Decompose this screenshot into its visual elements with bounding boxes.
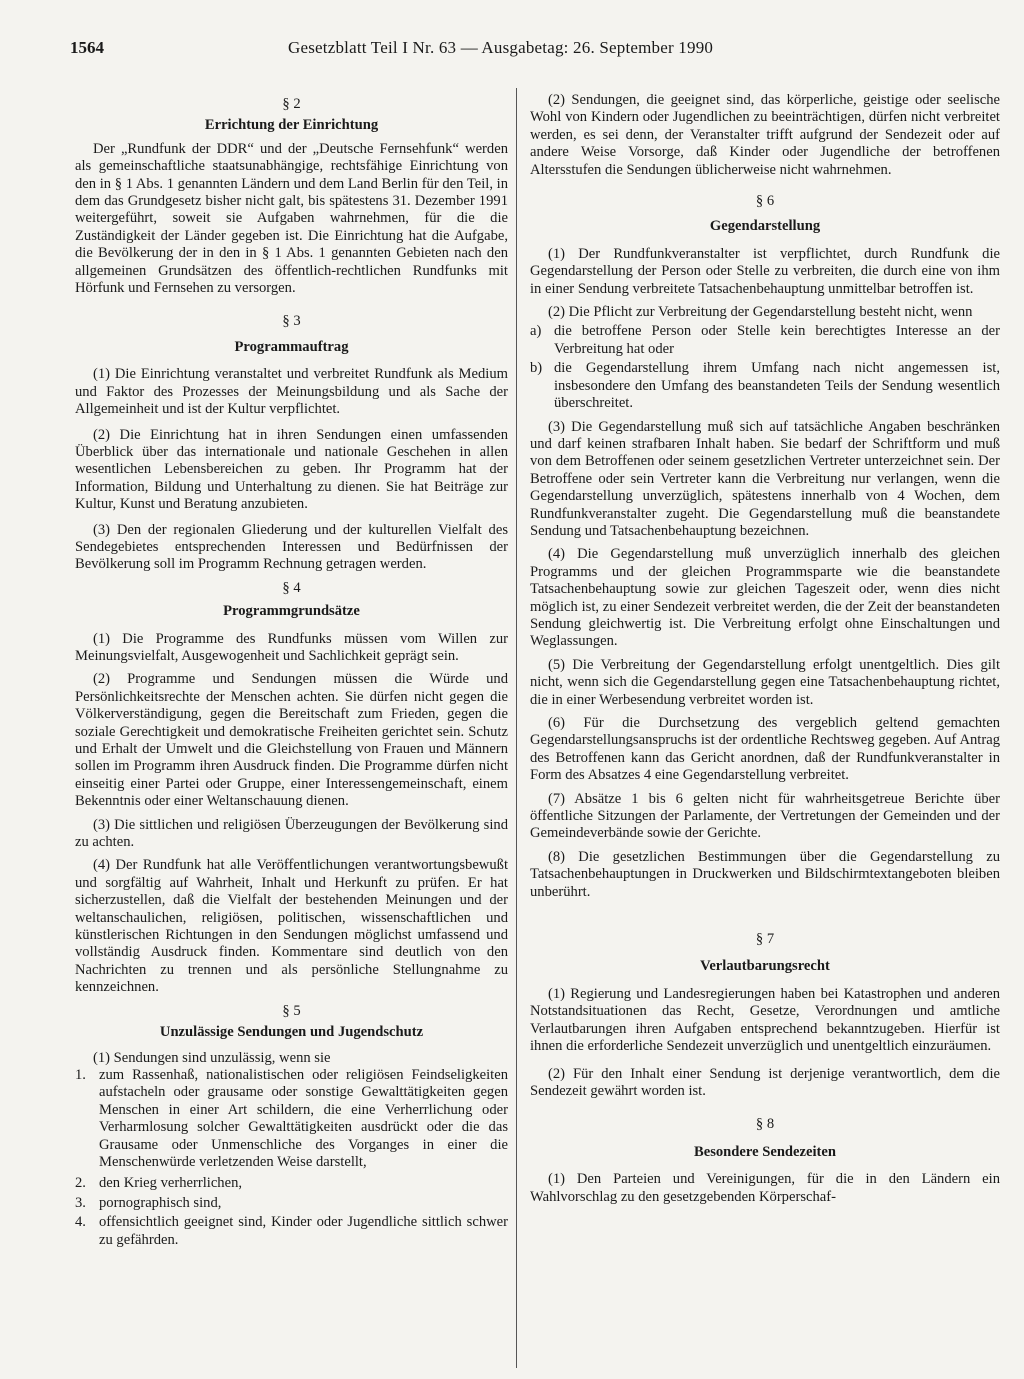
section-6-title: Gegendarstellung [709,218,821,235]
section-6-number: § 6 [755,193,775,210]
gazette-title: Gesetzblatt Teil I Nr. 63 — Ausgabetag: 26. September 1990 [288,38,714,57]
list-item-label: a) [530,323,542,340]
section-8-title: Besondere Sendezeiten [693,1143,836,1160]
right-column [530,92,1000,1206]
section-5-paragraph-1: (1) Sendungen sind unzulässig, wenn sie [93,1049,331,1066]
section-5-number: § 5 [282,1002,301,1019]
page-header [70,38,1010,68]
section-8-number: § 8 [755,1116,775,1133]
section-2-paragraph: Der „Rundfunk der DDR“ und der „Deutsche Fernsehfunk“ werden als gemeinschaftliche staatsunabhängige, rechtsfähige Einrichtung von den in § 1 Abs. 1 genannten Ländern und dem Land Berlin für den Teil, in dem das Grundgesetz bisher nicht galt, bis spätestens 31. Dezember 1991 weitergeführt, soweit sie Aufgaben wahrnehmen, für die die Zuständigkeit der Länder gegeben ist. Die Einrichtung hat die Aufgabe, die Bevölkerung der in den in § 1 Abs. 1 genannten Gebieten nach den allgemeinen Grundsätzen des öffentlich-rechtlichen Rundfunks mit Hörfunk und Fernsehen zu versorgen. [75,140,508,297]
section-4-number: § 4 [282,579,301,596]
section-6-paragraph-6: (6) Für die Durchsetzung des vergeblich geltend gemachten Gegendarstellungsanspruchs ist der ordentliche Rechtsweg gegeben. Auf Antrag des Betroffenen kann das Gericht anordnen, daß der Rundfunkveranstalter in Form des Absatzes 4 eine Gegendarstellung verbreitet. [530,715,1000,784]
section-5-title: Unzulässige Sendungen und Jugendschutz [159,1024,424,1041]
section-8-paragraph-1: (1) Den Parteien und Vereinigungen, für die in den Ländern ein Wahlvorschlag zu den gesetzgebenden Körperschaf- [530,1171,1000,1205]
section-7-number: § 7 [755,931,775,948]
section-3-number: § 3 [282,313,301,330]
section-7-paragraph-2: (2) Für den Inhalt einer Sendung ist derjenige verantwortlich, dem die Sendezeit gewährt worden ist. [530,1065,1000,1099]
left-column [75,92,508,1249]
section-4-paragraph-2: (2) Programme und Sendungen müssen die Würde und Persönlichkeitsrechte der Menschen achten. Sie dürfen nicht gegen die Völkerverständigung, gegen die Bereitschaft zum Frieden, gegen die soziale Gerechtigkeit und demokratische Freiheiten gerichtet sein. Schutz und Erhalt der Umwelt und die Gleichstellung von Frauen und Männern sollen im Programm ihren Ausdruck finden. Die Programme dürfen nicht einseitig einer Partei oder Gruppe, einer Interessengemeinschaft, einem Bekenntnis oder einer Weltanschauung dienen. [75,671,508,810]
list-item-label: 2. [75,1175,86,1192]
section-3-paragraph-2: (2) Die Einrichtung hat in ihren Sendungen einen umfassenden Überblick über das internationale und nationale Geschehen in allen wesentlichen Lebensbereichen zu geben. Ihr Programm hat der Information, Bildung und Unterhaltung zu dienen. Sie hat Beiträge zur Kultur, Kunst und Beratung anzubieten. [75,426,508,513]
list-item [75,1214,508,1249]
section-5-paragraph-2: (2) Sendungen, die geeignet sind, das körperliche, geistige oder seelische Wohl von Kindern oder Jugendlichen zu beeinträchtigen, dürfen nicht verbreitet werden, es sei denn, der Veranstalter trifft aufgrund der Sendezeit oder auf andere Weise Vorsorge, daß Kinder oder Jugendliche der betroffenen Altersstufen die Sendungen üblicherweise nicht wahrnehmen. [530,92,1000,178]
list-item-text: pornographisch sind, [99,1194,222,1211]
list-item-text: zum Rassenhaß, nationalistischen oder religiösen Feindseligkeiten aufstacheln oder grausame oder sonstige Gewalttätigkeiten gegen Menschen in einer Art schildern, die eine Verherrlichung oder Verharmlosung solcher Gewalttätigkeiten ausdrückt oder die das Grausame oder Unmenschliche des Vorganges in einer die Menschenwürde verletzenden Weise darstellt, [99,1066,508,1170]
list-item-label: 3. [75,1194,86,1211]
section-6-paragraph-5: (5) Die Verbreitung der Gegendarstellung erfolgt unentgeltlich. Dies gilt nicht, wenn sich die Gegendarstellung gegen eine Tatsachenbehauptung richtet, die in einer Werbesendung verbreitet worden ist. [530,656,1000,708]
section-6-paragraph-4: (4) Die Gegendarstellung muß unverzüglich innerhalb des gleichen Programms und der gleichen Programmsparte wie die beanstandete Tatsachenbehauptung sowie zur gleichen Tageszeit oder, wenn dies nicht möglich ist, zu einer Sendezeit verbreitet werden, die der Zeit der beanstandeten Sendung gleichwertig ist. Die Verbreitung erfolgt ohne Einschaltungen und Weglassungen. [530,546,1000,650]
section-6-paragraph-1: (1) Der Rundfunkveranstalter ist verpflichtet, durch Rundfunk die Gegendarstellung der Person oder Stelle zu verbreiten, die durch eine von ihm in einer Sendung verbreitete Tatsachenbehauptung unmittelbar betroffen ist. [530,245,1000,297]
column-divider [516,88,517,1368]
section-6-paragraph-7: (7) Absätze 1 bis 6 gelten nicht für wahrheitsgetreue Berichte über öffentliche Sitzungen der Parlamente, der Vertretungen der Gemeinden und der Gemeindeverbände sowie der Gerichte. [530,790,1000,842]
list-item [75,1067,508,1171]
list-item-text: offensichtlich geeignet sind, Kinder oder Jugendliche sittlich schwer zu gefährden. [99,1214,508,1248]
page-number: 1564 [70,38,104,57]
list-item [75,1175,508,1192]
section-3-paragraph-3: (3) Den der regionalen Gliederung und der kulturellen Vielfalt des Sendegebietes entsprechenden Interessen und Bedürfnissen der Bevölkerung soll im Programm Rechnung getragen werden. [75,521,508,573]
list-item-label: b) [530,360,543,377]
list-item-label: 4. [75,1214,86,1231]
list-item [75,1195,508,1212]
section-2-number: § 2 [282,96,301,112]
section-2-title: Errichtung der Einrichtung [204,117,379,134]
section-4-paragraph-1: (1) Die Programme des Rundfunks müssen vom Willen zur Meinungsvielfalt, Ausgewogenheit und Sachlichkeit geprägt sein. [75,630,508,664]
section-3-title: Programmauftrag [234,338,349,355]
section-6-paragraph-2: (2) Die Pflicht zur Verbreitung der Gegendarstellung besteht nicht, wenn [548,304,973,321]
list-item-label: 1. [75,1066,86,1083]
section-3-paragraph-1: (1) Die Einrichtung veranstaltet und verbreitet Rundfunk als Medium und Faktor des Prozesses der Meinungsbildung und als Sache der Allgemeinheit und ist der Kultur verpflichtet. [75,366,508,418]
section-7-title: Verlautbarungsrecht [700,958,830,975]
section-6-paragraph-8: (8) Die gesetzlichen Bestimmungen über die Gegendarstellung zu Tatsachenbehauptungen in Druckwerken und Bildschirmtextangeboten bleiben unberührt. [530,848,1000,900]
list-item-text: die Gegendarstellung ihrem Umfang nach nicht angemessen ist, insbesondere den Umfang des beanstandeten Teils der Sendung wesentlich überschreitet. [554,360,1000,412]
list-item [530,323,1000,358]
section-6-paragraph-3: (3) Die Gegendarstellung muß sich auf tatsächliche Angaben beschränken und darf keinen strafbaren Inhalt haben. Sie bedarf der Schriftform und muß von dem Betroffenen oder seinem gesetzlichen Vertreter unterzeichnet sein. Der Betroffene oder sein Vertreter kann die Verbreitung nur verlangen, wenn die Gegendarstellung unverzüglich, spätestens innerhalb von 4 Wochen, dem Rundfunkveranstalter zugeht. Die Gegendarstellung muß die beanstandete Sendung und Tatsachenbehauptung bezeichnen. [530,418,1000,539]
section-4-paragraph-3: (3) Die sittlichen und religiösen Überzeugungen der Bevölkerung sind zu achten. [75,816,508,851]
section-4-title: Programmgrundsätze [223,603,360,620]
list-item [530,360,1000,412]
list-item-text: die betroffene Person oder Stelle kein berechtigtes Interesse an der Verbreitung hat oder [554,323,1000,357]
section-7-paragraph-1: (1) Regierung und Landesregierungen haben bei Katastrophen und anderen Notstandsituationen das Recht, Gesetze, Verordnungen und amtliche Verlautbarungen ihren Aufgaben entsprechend bekanntzugeben. Hierfür ist ihnen die erforderliche Sendezeit unverzüglich und unentgeltlich einzuräumen. [530,985,1000,1055]
list-item-text: den Krieg verherrlichen, [99,1175,243,1192]
section-4-paragraph-4: (4) Der Rundfunk hat alle Veröffentlichungen verantwortungsbewußt und sorgfältig auf Wahrheit, Inhalt und Herkunft zu prüfen. Er hat sicherzustellen, daß die Vielfalt der bestehenden Meinungen und der weltanschaulichen, religiösen, politischen, wissenschaftlichen und künstlerischen Richtungen in den Sendungen möglichst umfassend und vollständig Ausdruck finden. Kommentare sind deutlich von den Nachrichten zu trennen und als persönliche Stellungnahme zu kennzeichnen. [75,857,508,996]
